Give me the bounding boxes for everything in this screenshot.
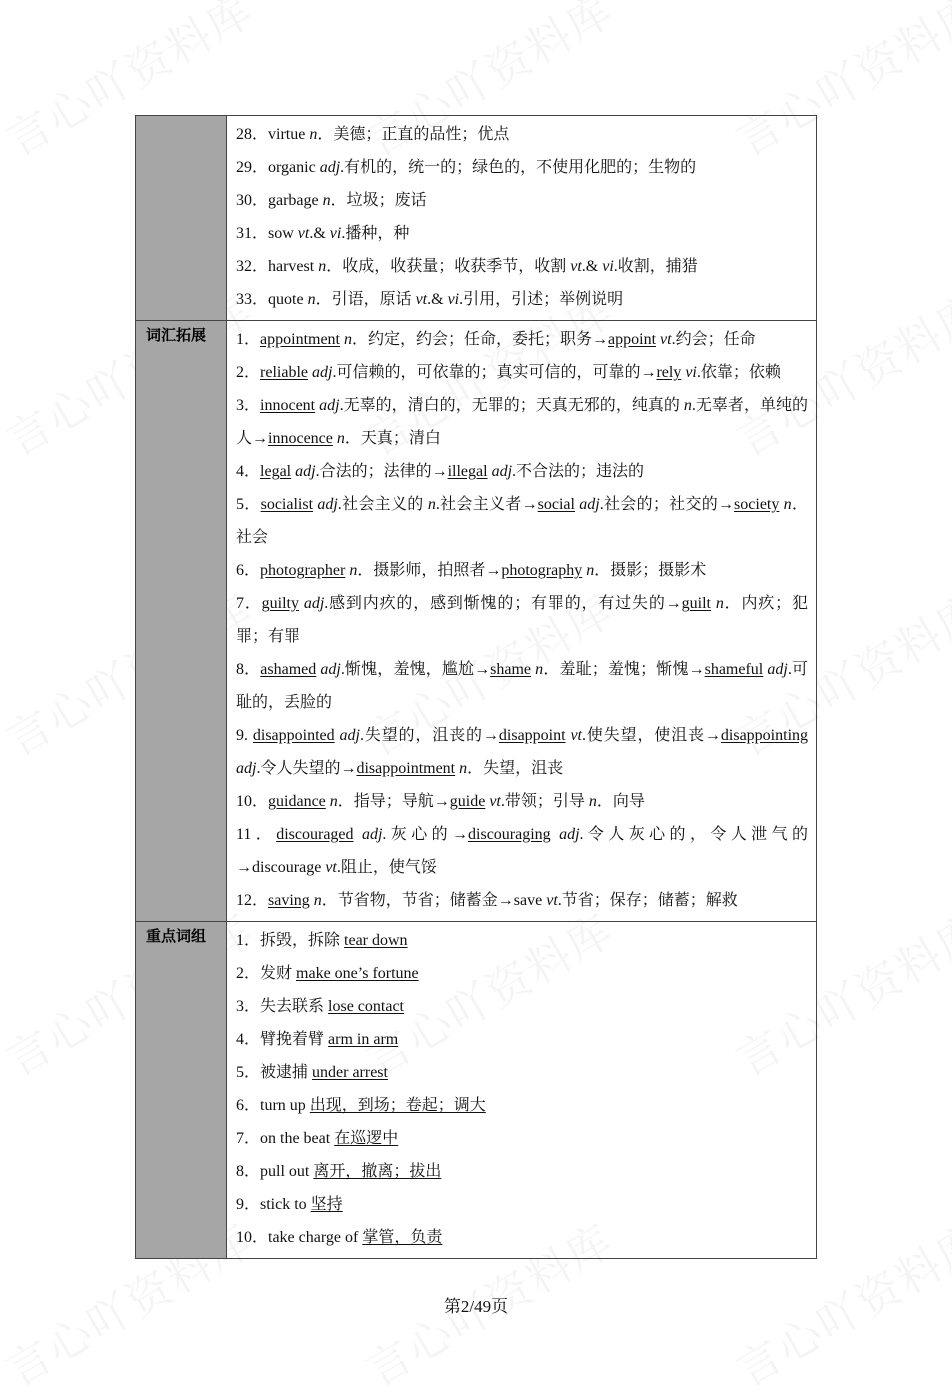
section-label: [136, 116, 227, 321]
entry-text: .令人灰心的，令人泄气的→discourage: [236, 826, 808, 876]
entry-text: .带领；引导: [500, 793, 589, 810]
entry-text: ．摄影师，拍照者→: [357, 562, 502, 579]
entry-text: 31．sow: [236, 225, 298, 242]
entry-text: ．节省物，节省；储蓄金→save: [321, 892, 547, 909]
entry-text: 30．garbage: [236, 192, 323, 209]
entry-text: .&: [309, 225, 330, 242]
part-of-speech: adj: [303, 595, 325, 612]
entry-text: 10．take charge of: [236, 1229, 363, 1246]
entry-text: 29．organic: [236, 159, 320, 176]
part-of-speech: n: [586, 562, 595, 579]
section-entries: [227, 321, 817, 922]
entry-text: ．约定，约会；任命，委托；职务→: [352, 331, 609, 348]
entry-line: [236, 957, 808, 990]
entry-text: .引用，引述；举例说明: [459, 291, 624, 308]
part-of-speech: n: [427, 496, 436, 513]
entry-line: [236, 250, 808, 283]
section-row: [136, 321, 817, 922]
answer-term: appointment: [260, 331, 340, 348]
entry-text: .约会；任命: [671, 331, 756, 348]
answer-term: 出现，到场；卷起；调大: [309, 1097, 486, 1114]
answer-term: saving: [268, 892, 310, 909]
entry-text: .有机的，统一的；绿色的，不使用化肥的；生物的: [340, 159, 697, 176]
answer-term: society: [734, 496, 780, 513]
answer-term: illegal: [447, 463, 488, 480]
entry-text: ．天真；清白: [344, 430, 441, 447]
entry-text: 5．被逮捕: [236, 1064, 313, 1081]
part-of-speech: vt: [546, 892, 558, 909]
entry-text: .&: [427, 291, 448, 308]
entry-line: [236, 1155, 808, 1188]
entry-text: 33．quote: [236, 291, 308, 308]
entry-line: [236, 151, 808, 184]
entry-text: ．收成，收获量；收获季节，收割: [326, 258, 571, 275]
entry-text: ．摄影；摄影术: [594, 562, 707, 579]
part-of-speech: adj: [319, 397, 340, 414]
vocabulary-table: [135, 115, 817, 1259]
entry-text: .社会主义者→: [435, 496, 538, 513]
entry-text: .使失望，使沮丧→: [581, 727, 721, 744]
part-of-speech: n: [715, 595, 724, 612]
part-of-speech: adj: [767, 661, 788, 678]
entry-line: [236, 356, 808, 389]
entry-text: 1．拆毁，拆除: [236, 932, 345, 949]
entry-line: [236, 719, 808, 785]
entry-line: [236, 323, 808, 356]
part-of-speech: n: [322, 192, 331, 209]
entry-line: [236, 785, 808, 818]
entry-line: [236, 1089, 808, 1122]
part-of-speech: vt: [325, 859, 337, 876]
entry-line: [236, 1221, 808, 1254]
entry-text: .社会的；社交的→: [599, 496, 735, 513]
entry-text: 6．: [236, 562, 261, 579]
part-of-speech: vt: [570, 258, 582, 275]
answer-term: disappointing: [720, 727, 809, 744]
entry-line: [236, 455, 808, 488]
answer-term: discouraged: [276, 826, 354, 843]
part-of-speech: vi: [447, 291, 460, 308]
part-of-speech: adj: [236, 760, 257, 777]
entry-text: .无辜者，单纯的人→: [236, 397, 808, 447]
entry-text: .无辜的，清白的，无罪的；天真无邪的，纯真的: [339, 397, 684, 414]
answer-term: make one’s fortune: [296, 965, 419, 982]
answer-term: discouraging: [468, 826, 551, 843]
answer-term: disappointment: [356, 760, 456, 777]
answer-term: innocence: [268, 430, 333, 447]
entry-text: .令人失望的→: [256, 760, 357, 777]
part-of-speech: n: [783, 496, 792, 513]
entry-text: .社会主义的: [337, 496, 428, 513]
entry-line: [236, 217, 808, 250]
entry-text: ．失望，沮丧: [467, 760, 564, 777]
entry-text: .灰心的→: [382, 826, 469, 843]
answer-term: reliable: [260, 364, 308, 381]
entry-line: [236, 488, 808, 554]
part-of-speech: adj: [295, 463, 316, 480]
entry-text: ．社会: [236, 496, 808, 546]
entry-text: ．指导；导航→: [337, 793, 450, 810]
entry-text: .感到内疚的，感到惭愧的；有罪的，有过失的→: [324, 595, 682, 612]
answer-term: tear down: [344, 932, 408, 949]
part-of-speech: adj: [579, 496, 600, 513]
entry-text: 8．: [236, 661, 261, 678]
entry-text: 12．: [236, 892, 269, 909]
part-of-speech: n: [349, 562, 358, 579]
answer-term: shame: [490, 661, 532, 678]
answer-term: guide: [449, 793, 486, 810]
part-of-speech: n: [683, 397, 692, 414]
answer-term: photographer: [260, 562, 346, 579]
part-of-speech: vt: [660, 331, 672, 348]
answer-term: socialist: [260, 496, 314, 513]
entry-text: .&: [581, 258, 603, 275]
entry-text: ．垃圾；废话: [330, 192, 427, 209]
part-of-speech: vi: [602, 258, 614, 275]
answer-term: 在巡逻中: [334, 1130, 399, 1147]
part-of-speech: vt: [297, 225, 310, 242]
entry-line: [236, 1188, 808, 1221]
answer-term: guilt: [681, 595, 711, 612]
answer-term: arm in arm: [328, 1031, 399, 1048]
entry-text: 9.: [236, 727, 253, 744]
part-of-speech: n: [336, 430, 345, 447]
entry-text: .合法的；法律的→: [315, 463, 448, 480]
answer-term: under arrest: [312, 1064, 388, 1081]
entry-line: [236, 1023, 808, 1056]
entry-text: 5．: [236, 496, 261, 513]
part-of-speech: adj: [491, 463, 513, 480]
entry-text: .可信赖的，可依靠的；真实可信的，可靠的→: [332, 364, 657, 381]
part-of-speech: n: [313, 892, 322, 909]
section-entries: [227, 922, 817, 1259]
part-of-speech: n: [535, 661, 544, 678]
entry-line: [236, 118, 808, 151]
part-of-speech: adj: [320, 661, 341, 678]
entry-text: .可耻的，丢脸的: [236, 661, 808, 711]
part-of-speech: adj: [311, 364, 333, 381]
part-of-speech: n: [344, 331, 352, 348]
entry-text: .惭愧，羞愧，尴尬→: [340, 661, 491, 678]
entry-text: ．内疚；犯罪；有罪: [236, 595, 808, 645]
entry-line: [236, 587, 808, 653]
answer-term: innocent: [260, 397, 316, 414]
section-entries: [227, 116, 817, 321]
answer-term: lose contact: [328, 998, 404, 1015]
part-of-speech: vi: [685, 364, 697, 381]
entry-text: 1．: [236, 331, 261, 348]
part-of-speech: vt: [415, 291, 428, 308]
entry-text: .不合法的；违法的: [512, 463, 645, 480]
part-of-speech: vi: [329, 225, 342, 242]
entry-text: 7．on the beat: [236, 1130, 335, 1147]
entry-text: .播种，种: [341, 225, 410, 242]
entry-text: 8．pull out: [236, 1163, 314, 1180]
answer-term: disappointed: [252, 727, 335, 744]
entry-text: 32．harvest: [236, 258, 319, 275]
section-row: [136, 116, 817, 321]
entry-line: [236, 924, 808, 957]
entry-text: 9．stick to: [236, 1196, 311, 1213]
answer-term: social: [537, 496, 575, 513]
entry-text: .收割，捕猎: [613, 258, 698, 275]
entry-text: 4．臂挽着臂: [236, 1031, 329, 1048]
entry-line: [236, 1056, 808, 1089]
entry-text: ．引语，原话: [315, 291, 416, 308]
entry-text: .依靠；依赖: [696, 364, 781, 381]
answer-term: guilty: [261, 595, 299, 612]
entry-text: 6．turn up: [236, 1097, 310, 1114]
entry-text: 3．: [236, 397, 261, 414]
part-of-speech: n: [459, 760, 468, 777]
part-of-speech: n: [307, 291, 316, 308]
entry-text: [354, 826, 362, 843]
entry-line: [236, 990, 808, 1023]
answer-term: 离开，撤离；拔出: [313, 1163, 442, 1180]
entry-text: 7．: [236, 595, 262, 612]
entry-line: [236, 818, 808, 884]
entry-line: [236, 884, 808, 917]
entry-line: [236, 554, 808, 587]
section-label: 重点词组: [136, 922, 227, 1259]
part-of-speech: adj: [319, 159, 341, 176]
part-of-speech: adj: [361, 826, 383, 843]
part-of-speech: adj: [317, 496, 338, 513]
answer-term: 坚持: [310, 1196, 343, 1213]
entry-text: 2．发财: [236, 965, 297, 982]
answer-term: 掌管，负责: [362, 1229, 443, 1246]
answer-term: legal: [260, 463, 292, 480]
entry-text: [551, 826, 559, 843]
answer-term: ashamed: [260, 661, 317, 678]
answer-term: rely: [656, 364, 682, 381]
entry-text: 11．: [236, 826, 277, 843]
entry-text: 4．: [236, 463, 261, 480]
entry-line: [236, 653, 808, 719]
part-of-speech: adj: [339, 727, 360, 744]
page-number: 第2/49页: [443, 1297, 509, 1316]
entry-text: ．羞耻；羞愧；惭愧→: [543, 661, 705, 678]
entry-line: [236, 389, 808, 455]
part-of-speech: vt: [570, 727, 582, 744]
part-of-speech: vt: [489, 793, 501, 810]
part-of-speech: adj: [559, 826, 580, 843]
entry-text: 3．失去联系: [236, 998, 329, 1015]
part-of-speech: n: [588, 793, 597, 810]
entry-text: ．美德；正直的品性；优点: [317, 126, 510, 143]
entry-line: [236, 184, 808, 217]
part-of-speech: n: [318, 258, 327, 275]
section-row: [136, 922, 817, 1259]
entry-text: .阻止，使气馁: [336, 859, 437, 876]
entry-text: 28．virtue: [236, 126, 310, 143]
entry-line: [236, 1122, 808, 1155]
answer-term: appoint: [608, 331, 657, 348]
entry-line: [236, 283, 808, 316]
answer-term: disappoint: [498, 727, 566, 744]
section-label: 词汇拓展: [136, 321, 227, 922]
answer-term: guidance: [268, 793, 326, 810]
part-of-speech: n: [309, 126, 318, 143]
answer-term: photography: [501, 562, 583, 579]
entry-text: ．向导: [596, 793, 645, 810]
answer-term: shameful: [704, 661, 764, 678]
entry-text: .失望的，沮丧的→: [359, 727, 499, 744]
entry-text: 10．: [236, 793, 269, 810]
entry-text: 2．: [236, 364, 261, 381]
entry-text: .节省；保存；储蓄；解救: [557, 892, 738, 909]
part-of-speech: n: [329, 793, 338, 810]
